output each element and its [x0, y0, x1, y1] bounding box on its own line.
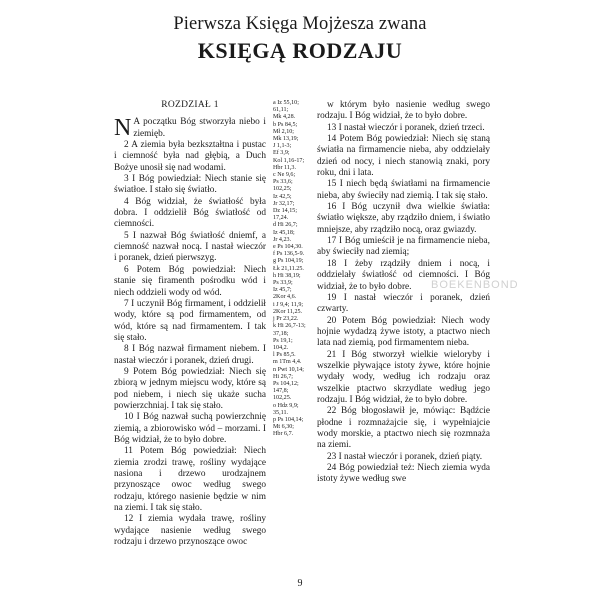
cross-reference: Mk 4,28. [273, 114, 296, 121]
verse: 24 Bóg powiedział też: Niech ziemia wyda istoty żywe według swe [317, 463, 490, 485]
cross-reference: Iz 45,18; [273, 229, 295, 236]
cross-reference: Hbr 11,3. [273, 164, 296, 171]
cross-reference: Ps 33,9; [273, 280, 293, 287]
drop-cap: N [114, 115, 132, 142]
verse: 18 I żeby rządziły dniem i nocą, i oddzielały światłość od ciemności. I Bóg widział, że to było dobre. [317, 258, 490, 292]
verse [114, 117, 266, 140]
cross-reference: 102,25. [273, 395, 292, 402]
cross-reference: p Ps 104,14; [273, 416, 304, 423]
cross-reference: Kol 1,16-17; [273, 157, 305, 164]
cross-reference: 35,11. [273, 409, 289, 416]
cross-reference: e Ps 104,30. [273, 244, 303, 251]
cross-reference: 102,25; [273, 186, 292, 193]
book-subtitle: Pierwsza Księga Mojżesza zwana [173, 14, 427, 34]
right-column [317, 100, 490, 486]
cross-reference: J 1,1-3; [273, 143, 292, 150]
verse: 5 I nazwał Bóg światłość dniemf, a ciemność nazwał nocą. I nastał wieczór i poranek, dzień pierwszyg. [114, 230, 266, 264]
cross-reference: h Hi 38,19; [273, 272, 301, 279]
verse: 12 I ziemia wydała trawę, rośliny wydające nasienie według swego rodzaju i drzewo przynoszące owoc [114, 514, 266, 548]
cross-reference: Dz 14,15; [273, 208, 298, 215]
verse: 6 Potem Bóg powiedział: Niech stanie się firamenth pośrodku wód i niech oddzieli wody od wód. [114, 264, 266, 298]
cross-reference-list [273, 100, 317, 439]
cross-reference: g Ps 104,19; [273, 258, 304, 265]
cross-reference: k Hi 26,7-13; [273, 323, 306, 330]
cross-reference: m 1Tm 4,4. [273, 359, 302, 366]
verse: w którym było nasienie według swego rodzaju. I Bóg widział, że to było dobre. [317, 100, 490, 122]
right-verse-list [317, 100, 490, 486]
verse: 3 I Bóg powiedział: Niech stanie się światłoe. I stało się światło. [114, 174, 266, 196]
verse-text: A początku Bóg stworzyła niebo i ziemięb. [133, 117, 266, 139]
verse: 13 I nastał wieczór i poranek, dzień trzeci. [327, 122, 485, 133]
cross-reference: 61,11; [273, 107, 289, 114]
verse: 19 I nastał wieczór i poranek, dzień czwarty. [317, 292, 490, 315]
cross-reference: Mt 6,30; [273, 424, 294, 431]
cross-reference: Jr 32,17; [273, 200, 295, 207]
cross-reference: Iz 45,7; [273, 287, 292, 294]
verse: 16 I Bóg uczynił dwa wielkie światła: światło większe, aby rządziło dniem, i światło mniejsze, aby rządziło nocą, oraz gwiazdy. [317, 202, 490, 235]
page-number: 9 [297, 578, 303, 589]
verse: 14 Potem Bóg powiedział: Niech się staną światła na firmamencie nieba, aby oddzielały dzień od nocy, i niech stanowią znaki, pory roku, dni i lata. [317, 134, 490, 179]
book-title: KSIĘGĄ RODZAJU [197, 38, 403, 63]
verse: 9 Potem Bóg powiedział: Niech się zbiorą w jednym miejscu wody, które są pod niebem, i niech się ukaże sucha powierzchniaj. I tak się stało. [114, 366, 266, 411]
verse: 7 I uczynił Bóg firmament, i oddzielił wody, które są pod firmamentem, od wód, które są nad firmamentem. I tak się stało. [114, 298, 266, 343]
cross-reference: j Pr 23,22. [273, 316, 299, 323]
cross-reference: Ef 3,9; [273, 150, 290, 157]
verse: 17 I Bóg umieścił je na firmamencie nieba, aby świeciły nad ziemią; [317, 236, 490, 258]
verse: 21 I Bóg stworzył wielkie wieloryby i wszelkie pływające istoty żywe, które hojnie wydały wody, według ich rodzaju oraz wszelkie ptactwo skrzydlate według jego rodzaju. I Bóg widział, że to było dobre. [317, 349, 490, 405]
cross-reference: Ps 104,12; [273, 380, 299, 387]
cross-reference: o Hdz 9,9; [273, 402, 299, 409]
watermark: BOEKENBOND [431, 279, 519, 291]
cross-reference: 2Kor 11,25. [273, 308, 303, 315]
verse: 15 I niech będą światłami na firmamencie nieba, aby świeciły nad ziemią. I tak się stało. [317, 179, 490, 201]
cross-reference-column [273, 100, 317, 439]
cross-reference: 17,24. [273, 215, 289, 222]
cross-reference: Jr 4,23. [273, 236, 292, 243]
cross-reference: n Pwt 10,14; [273, 366, 304, 373]
verse: 11 Potem Bóg powiedział: Niech ziemia zrodzi trawę, rośliny wydające nasiona i drzewo urodzajnem przynoszące owoc według swego rodzaju, którego nasienie będzie w nim na ziemi. I tak się stało. [114, 446, 266, 514]
cross-reference: 147,8; [273, 388, 289, 395]
verse: 4 Bóg widział, że światłość była dobra. I oddzielił Bóg światłość od ciemności. [114, 196, 266, 230]
cross-reference: Mk 13,19; [273, 136, 299, 143]
cross-reference: a Iz 55,10; [273, 100, 299, 106]
verse: 10 I Bóg nazwał suchą powierzchnię ziemią, a zbiorowisko wód – morzami. I Bóg widział, że to było dobre. [114, 412, 266, 445]
verse: 23 I nastał wieczór i poranek, dzień piąty. [327, 451, 483, 462]
cross-reference: Mł 2,10; [273, 128, 294, 135]
cross-reference: Ps 19,1; [273, 337, 293, 344]
verse: 20 Potem Bóg powiedział: Niech wody hojnie wydadzą żywe istoty, a ptactwo niech lata nad ziemią, pod firmamentem nieba. [317, 315, 490, 349]
verse: 22 Bóg błogosławił je, mówiąc: Bądźcie płodne i rozmnażajcie się, i wypełniajcie wody morskie, a ptactwo niech się rozmnaża na ziemi. [317, 406, 490, 451]
chapter-heading: ROZDZIAŁ 1 [161, 100, 219, 110]
cross-reference: 37,18; [273, 330, 289, 337]
cross-reference: 104,2. [273, 344, 289, 351]
cross-reference: f Ps 136,5-9. [273, 251, 305, 258]
verse: 8 I Bóg nazwał firmament niebem. I nastał wieczór i poranek, dzień drugi. [114, 344, 266, 366]
cross-reference: Hbr 6,7. [273, 431, 294, 438]
cross-reference: Ps 33,6; [273, 179, 293, 186]
cross-reference: l Ps 85,5. [273, 352, 296, 359]
cross-reference: d Hi 26,7; [273, 222, 298, 229]
verse: 2 A ziemia była bezkształtna i pustac i ciemność była nad głębią, a Duch Bożye unosił się nad wodami. [114, 140, 266, 173]
cross-reference: Iz 42,5; [273, 193, 292, 200]
cross-reference: i J 9,4; 11,9; [273, 301, 304, 308]
cross-reference: 2Kor 4,6. [273, 294, 297, 301]
cross-reference: c Ne 9,6; [273, 172, 296, 179]
cross-reference: b Ps 84,5; [273, 121, 298, 128]
cross-reference: Łk 21,11.25. [273, 265, 304, 272]
cross-reference: Hi 26,7; [273, 373, 293, 380]
